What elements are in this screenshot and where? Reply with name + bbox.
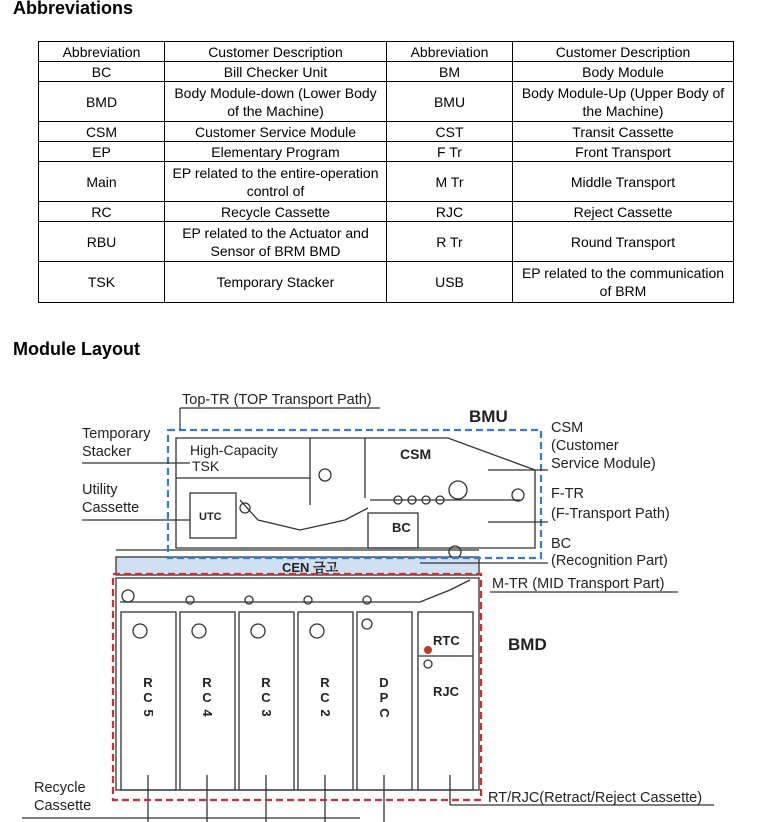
roller — [319, 469, 331, 481]
table-cell: Main — [39, 162, 165, 202]
callout-bc: (Recognition Part) — [551, 553, 668, 569]
table-row — [39, 222, 734, 262]
callout-recycle-cassette: Cassette — [34, 798, 92, 814]
roller — [240, 503, 250, 513]
table-cell: EP related to the Actuator and Sensor of BRM BMD — [165, 222, 387, 262]
table-cell: R Tr — [387, 222, 513, 262]
top-transport-path — [240, 500, 368, 530]
cassette-label-rc2: C — [320, 690, 330, 705]
bc-label: BC — [392, 520, 411, 535]
table-cell: RBU — [39, 222, 165, 262]
cassette-label-rc4: R — [202, 675, 212, 690]
table-row — [39, 122, 734, 142]
callout-top-tr: Top-TR (TOP Transport Path) — [182, 392, 372, 408]
cassette-label-rc2: 2 — [318, 709, 333, 717]
table-cell: BMD — [39, 82, 165, 122]
table-cell: F Tr — [387, 142, 513, 162]
callout-utility-cassette: Cassette — [82, 500, 140, 516]
table-cell: BC — [39, 62, 165, 82]
callout-csm: CSM — [551, 420, 584, 436]
table-cell: Reject Cassette — [513, 202, 734, 222]
table-cell: Middle Transport — [513, 162, 734, 202]
callout-utility-cassette: Utility — [82, 482, 118, 498]
roller — [245, 596, 253, 604]
table-cell: Elementary Program — [165, 142, 387, 162]
table-row — [39, 82, 734, 122]
table-cell: BMU — [387, 82, 513, 122]
abbreviations-table — [38, 41, 734, 303]
table-cell: M Tr — [387, 162, 513, 202]
cassette-label-rc5: R — [143, 675, 153, 690]
table-cell: BM — [387, 62, 513, 82]
column-header: Customer Description — [513, 42, 734, 62]
module-layout-diagram — [0, 380, 764, 822]
bmd-dashed-box — [113, 574, 481, 800]
callout-m-tr: M-TR (MID Transport Part) — [492, 576, 665, 592]
abbreviations-heading: Abbreviations — [13, 0, 134, 18]
table-header-row — [39, 42, 734, 62]
table-cell: Body Module-Up (Upper Body of the Machine) — [513, 82, 734, 122]
callout-csm: (Customer — [551, 438, 619, 454]
cassette-label-rc3: 3 — [259, 709, 274, 717]
roller — [192, 624, 206, 638]
rtc-marker — [424, 646, 432, 654]
table-cell: RC — [39, 202, 165, 222]
roller — [362, 619, 372, 629]
tsk-label: TSK — [192, 458, 220, 474]
roller — [512, 489, 524, 501]
bmd-label: BMD — [508, 635, 547, 654]
roller — [251, 624, 265, 638]
table-cell: Body Module-down (Lower Body of the Machine) — [165, 82, 387, 122]
table-cell: Front Transport — [513, 142, 734, 162]
table-cell: TSK — [39, 262, 165, 303]
table-cell: CST — [387, 122, 513, 142]
cassette-label-rc5: 5 — [141, 709, 156, 717]
roller — [304, 596, 312, 604]
roller — [424, 660, 432, 668]
bmu-label: BMU — [469, 407, 508, 426]
column-header: Abbreviation — [39, 42, 165, 62]
table-cell: Customer Service Module — [165, 122, 387, 142]
table-cell: EP related to the communication of BRM — [513, 262, 734, 303]
module-layout-heading: Module Layout — [13, 339, 140, 359]
roller — [363, 596, 371, 604]
table-row — [39, 142, 734, 162]
callout-csm: Service Module) — [551, 456, 656, 472]
roller — [449, 481, 467, 499]
table-cell: RJC — [387, 202, 513, 222]
table-row — [39, 162, 734, 202]
callout-temporary-stacker: Temporary — [82, 426, 151, 442]
table-cell: EP related to the entire-operation control of — [165, 162, 387, 202]
table-cell: Round Transport — [513, 222, 734, 262]
cassette-label-dpc: D — [379, 675, 389, 690]
roller — [186, 596, 194, 604]
callout-f-tr: F-TR — [551, 486, 585, 502]
cassette-label-rc4: C — [202, 690, 212, 705]
callout-bc: BC — [551, 536, 572, 552]
table-row — [39, 262, 734, 303]
roller — [310, 624, 324, 638]
callout-f-tr: (F-Transport Path) — [551, 506, 670, 522]
table-cell: Body Module — [513, 62, 734, 82]
utc-label: UTC — [199, 511, 222, 523]
mid-transport-path — [120, 580, 470, 602]
callout-temporary-stacker: Stacker — [82, 444, 132, 460]
table-cell: Transit Cassette — [513, 122, 734, 142]
table-cell: EP — [39, 142, 165, 162]
cassette-label-rc4: 4 — [200, 709, 215, 717]
column-header: Abbreviation — [387, 42, 513, 62]
callout-rt-rjc: RT/RJC(Retract/Reject Cassette) — [488, 790, 703, 806]
column-header: Customer Description — [165, 42, 387, 62]
roller — [122, 590, 134, 602]
roller — [133, 624, 147, 638]
cen-label: CEN 금고 — [282, 560, 339, 575]
rtc-label: RTC — [433, 633, 460, 648]
callout-recycle-cassette: Recycle — [34, 780, 86, 796]
table-cell: USB — [387, 262, 513, 303]
table-row — [39, 62, 734, 82]
cassette-label-dpc: P — [379, 690, 389, 705]
cassette-label-rc2: R — [320, 675, 330, 690]
high-capacity-label: High-Capacity — [190, 442, 278, 458]
csm-label: CSM — [400, 446, 432, 462]
table-cell: Recycle Cassette — [165, 202, 387, 222]
cassette-label-rc5: C — [143, 690, 153, 705]
table-cell: Temporary Stacker — [165, 262, 387, 303]
table-cell: Bill Checker Unit — [165, 62, 387, 82]
table-cell: CSM — [39, 122, 165, 142]
rjc-label: RJC — [433, 684, 460, 699]
cassette-label-rc3: C — [261, 690, 271, 705]
cassette-label-dpc: C — [377, 708, 392, 718]
cassette-label-rc3: R — [261, 675, 271, 690]
table-row — [39, 202, 734, 222]
